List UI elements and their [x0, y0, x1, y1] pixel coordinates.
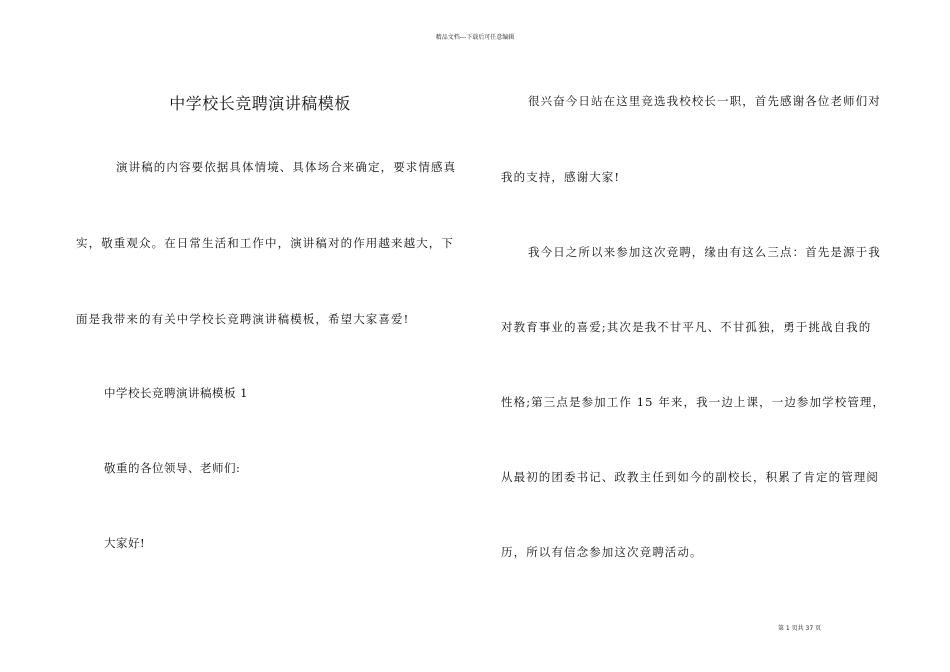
right-line-2: 我的支持，感谢大家!: [501, 170, 621, 184]
left-subheading: 中学校长竞聘演讲稿模板 1: [104, 386, 248, 400]
right-line-5: 性格;第三点是参加工作 15 年来，我一边上课，一边参加学校管理，: [501, 395, 886, 409]
header-note: 精品文档---下载后可任意编辑: [435, 34, 515, 41]
right-line-7: 历，所以有信念参加这次竞聘活动。: [501, 545, 703, 559]
left-line-1: 演讲稿的内容要依据具体情境、具体场合来确定，要求情感真: [116, 160, 457, 174]
left-greeting: 大家好!: [104, 536, 146, 550]
right-line-4: 对教育事业的喜爱;其次是我不甘平凡、不甘孤独，勇于挑战自我的: [501, 320, 872, 334]
right-line-6: 从最初的团委书记、政教主任到如今的副校长，积累了肯定的管理阅: [501, 470, 879, 484]
document-title: 中学校长竞聘演讲稿模板: [169, 94, 351, 113]
left-line-3: 面是我带来的有关中学校长竞聘演讲稿模板，希望大家喜爱!: [76, 312, 410, 326]
page-number: 第 1 页共 37 页: [778, 625, 822, 632]
right-line-1: 很兴奋今日站在这里竞选我校校长一职，首先感谢各位老师们对: [528, 94, 881, 108]
right-line-3: 我今日之所以来参加这次竞聘，缘由有这么三点：首先是源于我: [528, 245, 881, 259]
left-salutation: 敬重的各位领导、老师们:: [104, 461, 241, 475]
left-line-2: 实，敬重观众。在日常生活和工作中，演讲稿对的作用越来越大，下: [76, 236, 454, 250]
